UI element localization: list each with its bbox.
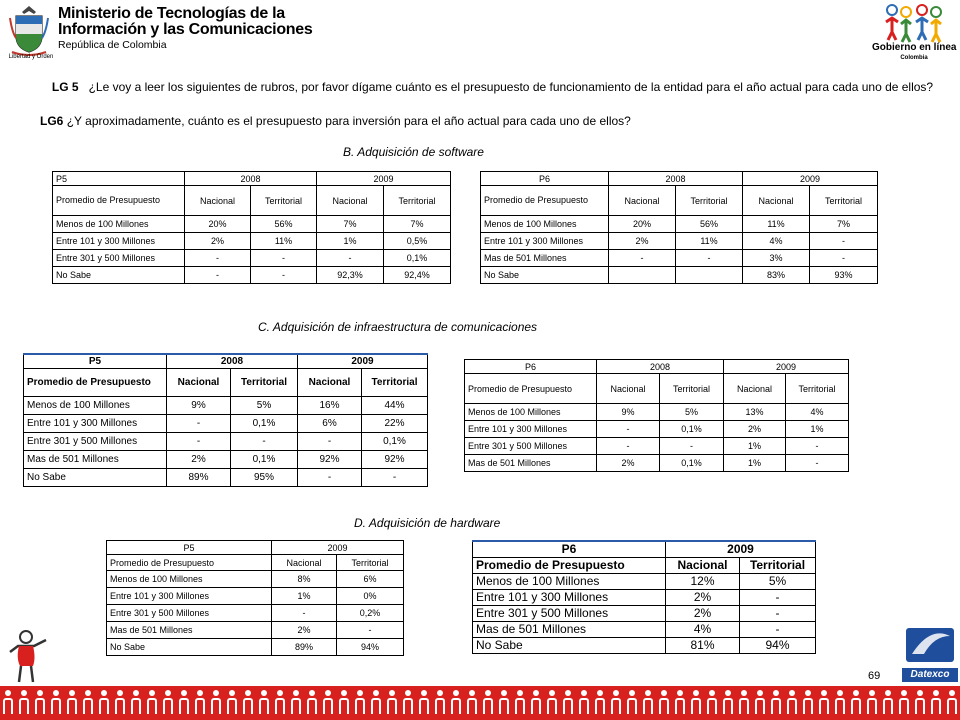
row-header: Promedio de Presupuesto	[465, 374, 597, 404]
table-row	[481, 250, 878, 267]
person-figure-icon	[784, 688, 800, 718]
row-label: Entre 101 y 300 Millones	[53, 233, 185, 250]
cell: 11%	[251, 233, 317, 250]
cell: 22%	[362, 414, 428, 432]
person-figure-icon	[256, 688, 272, 718]
person-figure-icon	[688, 688, 704, 718]
person-figure-icon	[736, 688, 752, 718]
cell: 0,2%	[337, 605, 404, 622]
year-header: 2008	[597, 360, 724, 374]
row-label: Entre 301 y 500 Millones	[107, 605, 272, 622]
ministry-header	[6, 2, 313, 62]
table-row	[481, 216, 878, 233]
footer-decorative-band	[0, 686, 960, 720]
gobierno-en-linea-logo-icon	[880, 2, 948, 44]
row-label: Mas de 501 Millones	[481, 250, 609, 267]
colombia-crest-icon	[6, 2, 52, 58]
cell: 56%	[251, 216, 317, 233]
column-header: Territorial	[251, 186, 317, 216]
cell: 11%	[743, 216, 810, 233]
row-header: Promedio de Presupuesto	[473, 557, 666, 573]
table-b-p5	[52, 171, 451, 284]
cell: 1%	[272, 588, 337, 605]
row-label: Menos de 100 Millones	[481, 216, 609, 233]
table-row	[53, 250, 451, 267]
column-header: Territorial	[337, 555, 404, 571]
column-header: Nacional	[666, 557, 740, 573]
cell: 6%	[337, 571, 404, 588]
table-title: P5	[107, 541, 272, 555]
table-row	[107, 588, 404, 605]
table-row	[465, 438, 849, 455]
table-c-p5	[23, 353, 428, 487]
cell: -	[185, 267, 251, 284]
person-figure-icon	[496, 688, 512, 718]
cell: 56%	[676, 216, 743, 233]
person-figure-icon	[80, 688, 96, 718]
cell: 95%	[231, 468, 298, 486]
cell: 89%	[167, 468, 231, 486]
person-figure-icon	[48, 688, 64, 718]
cell: 7%	[317, 216, 384, 233]
cell: -	[740, 589, 816, 605]
row-label: Mas de 501 Millones	[24, 450, 167, 468]
cell: 5%	[660, 404, 724, 421]
person-figure-icon	[768, 688, 784, 718]
column-header: Territorial	[810, 186, 878, 216]
table-row	[24, 396, 428, 414]
cell: 7%	[384, 216, 451, 233]
column-header: Territorial	[231, 368, 298, 396]
cell: 9%	[167, 396, 231, 414]
cell: -	[786, 438, 849, 455]
table-row	[53, 267, 451, 284]
cell: 0,5%	[384, 233, 451, 250]
table-c-p6	[464, 359, 849, 472]
year-header: 2009	[298, 354, 428, 368]
question-lg5-text: ¿Le voy a leer los siguientes de rubros, por favor dígame cuánto es el presupuesto de funcionamiento de la entidad para el año actual para cada uno de ellos?	[88, 80, 934, 94]
person-figure-icon	[944, 688, 960, 718]
person-figure-icon	[912, 688, 928, 718]
person-figure-icon	[464, 688, 480, 718]
person-figure-icon	[544, 688, 560, 718]
column-header: Nacional	[298, 368, 362, 396]
person-figure-icon	[848, 688, 864, 718]
table-row	[481, 267, 878, 284]
cell: -	[609, 250, 676, 267]
table-row	[24, 432, 428, 450]
person-figure-icon	[608, 688, 624, 718]
column-header: Nacional	[185, 186, 251, 216]
cell: -	[298, 468, 362, 486]
cell: 1%	[317, 233, 384, 250]
cell: 0,1%	[660, 455, 724, 472]
column-header: Territorial	[660, 374, 724, 404]
row-label: Entre 301 y 500 Millones	[53, 250, 185, 267]
column-header: Territorial	[740, 557, 816, 573]
table-title: P6	[481, 172, 609, 186]
cell: 94%	[740, 637, 816, 653]
person-figure-icon	[240, 688, 256, 718]
person-figure-icon	[336, 688, 352, 718]
year-header: 2009	[743, 172, 878, 186]
cell: 0,1%	[362, 432, 428, 450]
cell: -	[597, 438, 660, 455]
cell: 2%	[597, 455, 660, 472]
cell: -	[317, 250, 384, 267]
person-figure-icon	[752, 688, 768, 718]
table-row	[473, 589, 816, 605]
table-row	[107, 639, 404, 656]
cell: 13%	[724, 404, 786, 421]
person-figure-icon	[224, 688, 240, 718]
cell: 1%	[724, 455, 786, 472]
row-label: Menos de 100 Millones	[53, 216, 185, 233]
ministry-line-1: Ministerio de Tecnologías de la	[58, 5, 285, 22]
cell: 12%	[666, 573, 740, 589]
person-figure-icon	[64, 688, 80, 718]
row-label: No Sabe	[24, 468, 167, 486]
person-figure-icon	[304, 688, 320, 718]
table-title: P6	[473, 541, 666, 557]
ministry-line-3: República de Colombia	[58, 39, 167, 51]
question-lg6	[40, 114, 740, 129]
cell: 81%	[666, 637, 740, 653]
cell: 2%	[609, 233, 676, 250]
row-label: No Sabe	[481, 267, 609, 284]
row-label: No Sabe	[53, 267, 185, 284]
year-header: 2009	[724, 360, 849, 374]
cell: 11%	[676, 233, 743, 250]
cell: -	[167, 414, 231, 432]
cell: 0,1%	[384, 250, 451, 267]
cell: 2%	[724, 421, 786, 438]
row-label: Mas de 501 Millones	[465, 455, 597, 472]
cell: -	[362, 468, 428, 486]
table-row	[473, 605, 816, 621]
row-label: Menos de 100 Millones	[473, 573, 666, 589]
person-figure-icon	[880, 688, 896, 718]
person-figure-icon	[144, 688, 160, 718]
person-figure-icon	[928, 688, 944, 718]
table-row	[473, 637, 816, 653]
table-row	[107, 571, 404, 588]
cell: 9%	[597, 404, 660, 421]
person-figure-icon	[560, 688, 576, 718]
row-label: Menos de 100 Millones	[465, 404, 597, 421]
ministry-title	[58, 6, 312, 52]
row-label: Entre 301 y 500 Millones	[465, 438, 597, 455]
cell: 92%	[362, 450, 428, 468]
person-figure-icon	[416, 688, 432, 718]
cell: -	[272, 605, 337, 622]
cell: -	[167, 432, 231, 450]
page-number: 69	[868, 670, 881, 682]
person-figure-icon	[320, 688, 336, 718]
column-header: Nacional	[743, 186, 810, 216]
cell: -	[597, 421, 660, 438]
row-header: Promedio de Presupuesto	[481, 186, 609, 216]
person-figure-icon	[512, 688, 528, 718]
question-lg6-text: ¿Y aproximadamente, cuánto es el presupuesto para inversión para el año actual para cada uno de ellos?	[66, 114, 631, 128]
table-row	[465, 455, 849, 472]
row-label: Menos de 100 Millones	[24, 396, 167, 414]
person-figure-icon	[128, 688, 144, 718]
year-header: 2009	[317, 172, 451, 186]
cell: -	[740, 621, 816, 637]
ministry-line-2: Información y las Comunicaciones	[58, 21, 313, 38]
row-label: No Sabe	[473, 637, 666, 653]
cell	[609, 267, 676, 284]
question-lg6-label: LG6	[40, 114, 64, 128]
cell: -	[740, 605, 816, 621]
table-row	[53, 233, 451, 250]
crest-caption: Libertad y Orden	[8, 54, 54, 60]
table-d-p5	[106, 540, 404, 656]
cell: -	[676, 250, 743, 267]
cell: 0,1%	[231, 450, 298, 468]
person-figure-icon	[176, 688, 192, 718]
person-figure-icon	[480, 688, 496, 718]
person-figure-icon	[112, 688, 128, 718]
year-header: 2009	[272, 541, 404, 555]
column-header: Territorial	[676, 186, 743, 216]
cell: 92,4%	[384, 267, 451, 284]
person-figure-icon	[208, 688, 224, 718]
person-figure-icon	[288, 688, 304, 718]
table-title: P6	[465, 360, 597, 374]
row-label: Entre 301 y 500 Millones	[24, 432, 167, 450]
person-figure-icon	[640, 688, 656, 718]
gel-title: Gobierno en línea	[872, 42, 957, 53]
year-header: 2009	[666, 541, 816, 557]
cell: -	[251, 267, 317, 284]
column-header: Nacional	[272, 555, 337, 571]
cell: 44%	[362, 396, 428, 414]
column-header: Territorial	[384, 186, 451, 216]
cell: 1%	[724, 438, 786, 455]
row-label: No Sabe	[107, 639, 272, 656]
person-figure-icon	[624, 688, 640, 718]
datexco-logo	[902, 628, 958, 684]
question-lg5	[40, 80, 945, 95]
cell: -	[810, 233, 878, 250]
cell: -	[231, 432, 298, 450]
table-title: P5	[53, 172, 185, 186]
row-label: Entre 101 y 300 Millones	[465, 421, 597, 438]
cell: -	[786, 455, 849, 472]
person-figure-icon	[816, 688, 832, 718]
cell: 2%	[272, 622, 337, 639]
person-figure-icon	[448, 688, 464, 718]
section-d-title: D. Adquisición de hardware	[354, 516, 501, 530]
red-person-icon	[6, 628, 50, 684]
cell: -	[251, 250, 317, 267]
cell: 0,1%	[660, 421, 724, 438]
cell: 83%	[743, 267, 810, 284]
column-header: Nacional	[597, 374, 660, 404]
table-row	[481, 233, 878, 250]
row-label: Menos de 100 Millones	[107, 571, 272, 588]
gel-subtitle: Colombia	[900, 55, 928, 61]
person-figure-icon	[576, 688, 592, 718]
row-label: Mas de 501 Millones	[107, 622, 272, 639]
person-figure-icon	[352, 688, 368, 718]
column-header: Territorial	[786, 374, 849, 404]
cell: 20%	[185, 216, 251, 233]
row-label: Entre 101 y 300 Millones	[481, 233, 609, 250]
table-row	[473, 621, 816, 637]
cell: 89%	[272, 639, 337, 656]
person-figure-icon	[720, 688, 736, 718]
person-figure-icon	[368, 688, 384, 718]
table-b-p6	[480, 171, 878, 284]
person-figure-icon	[0, 688, 16, 718]
table-d-p6	[472, 540, 816, 654]
person-figure-icon	[528, 688, 544, 718]
cell: -	[298, 432, 362, 450]
cell: 2%	[167, 450, 231, 468]
cell: 7%	[810, 216, 878, 233]
cell: 1%	[786, 421, 849, 438]
row-label: Mas de 501 Millones	[473, 621, 666, 637]
year-header: 2008	[167, 354, 298, 368]
column-header: Nacional	[724, 374, 786, 404]
person-figure-icon	[832, 688, 848, 718]
row-label: Entre 301 y 500 Millones	[473, 605, 666, 621]
row-header: Promedio de Presupuesto	[107, 555, 272, 571]
column-header: Territorial	[362, 368, 428, 396]
cell: 2%	[185, 233, 251, 250]
person-figure-icon	[96, 688, 112, 718]
table-title: P5	[24, 354, 167, 368]
person-figure-icon	[160, 688, 176, 718]
person-figure-icon	[16, 688, 32, 718]
row-header: Promedio de Presupuesto	[53, 186, 185, 216]
person-figure-icon	[400, 688, 416, 718]
table-row	[465, 421, 849, 438]
person-figure-icon	[432, 688, 448, 718]
person-figure-icon	[32, 688, 48, 718]
table-row	[24, 414, 428, 432]
cell: 8%	[272, 571, 337, 588]
table-row	[107, 622, 404, 639]
column-header: Nacional	[317, 186, 384, 216]
person-figure-icon	[192, 688, 208, 718]
table-row	[24, 468, 428, 486]
row-label: Entre 101 y 300 Millones	[107, 588, 272, 605]
cell: 93%	[810, 267, 878, 284]
person-figure-icon	[704, 688, 720, 718]
cell: -	[810, 250, 878, 267]
section-c-title: C. Adquisición de infraestructura de comunicaciones	[258, 320, 538, 334]
cell: 0%	[337, 588, 404, 605]
table-row	[465, 404, 849, 421]
person-figure-icon	[896, 688, 912, 718]
cell: 5%	[740, 573, 816, 589]
table-row	[107, 605, 404, 622]
cell: 3%	[743, 250, 810, 267]
person-figure-icon	[864, 688, 880, 718]
person-figure-icon	[656, 688, 672, 718]
table-row	[24, 450, 428, 468]
cell: 92%	[298, 450, 362, 468]
cell: 5%	[231, 396, 298, 414]
person-figure-icon	[592, 688, 608, 718]
column-header: Nacional	[167, 368, 231, 396]
person-figure-icon	[672, 688, 688, 718]
datexco-label: Datexco	[910, 669, 950, 680]
cell: 92,3%	[317, 267, 384, 284]
year-header: 2008	[185, 172, 317, 186]
cell: 94%	[337, 639, 404, 656]
table-row	[473, 573, 816, 589]
cell: 20%	[609, 216, 676, 233]
cell	[676, 267, 743, 284]
section-b-title: B. Adquisición de software	[343, 145, 484, 159]
person-figure-icon	[800, 688, 816, 718]
cell: 4%	[743, 233, 810, 250]
row-label: Entre 101 y 300 Millones	[24, 414, 167, 432]
cell: -	[185, 250, 251, 267]
table-row	[53, 216, 451, 233]
question-lg5-label: LG 5	[51, 80, 79, 94]
gobierno-en-linea-caption	[872, 42, 956, 64]
cell: 2%	[666, 605, 740, 621]
footer-people-pattern	[0, 688, 960, 718]
row-header: Promedio de Presupuesto	[24, 368, 167, 396]
person-figure-icon	[384, 688, 400, 718]
cell: 0,1%	[231, 414, 298, 432]
cell: 6%	[298, 414, 362, 432]
cell: -	[337, 622, 404, 639]
cell: 2%	[666, 589, 740, 605]
cell: 16%	[298, 396, 362, 414]
person-figure-icon	[272, 688, 288, 718]
year-header: 2008	[609, 172, 743, 186]
cell: -	[660, 438, 724, 455]
row-label: Entre 101 y 300 Millones	[473, 589, 666, 605]
cell: 4%	[786, 404, 849, 421]
column-header: Nacional	[609, 186, 676, 216]
cell: 4%	[666, 621, 740, 637]
